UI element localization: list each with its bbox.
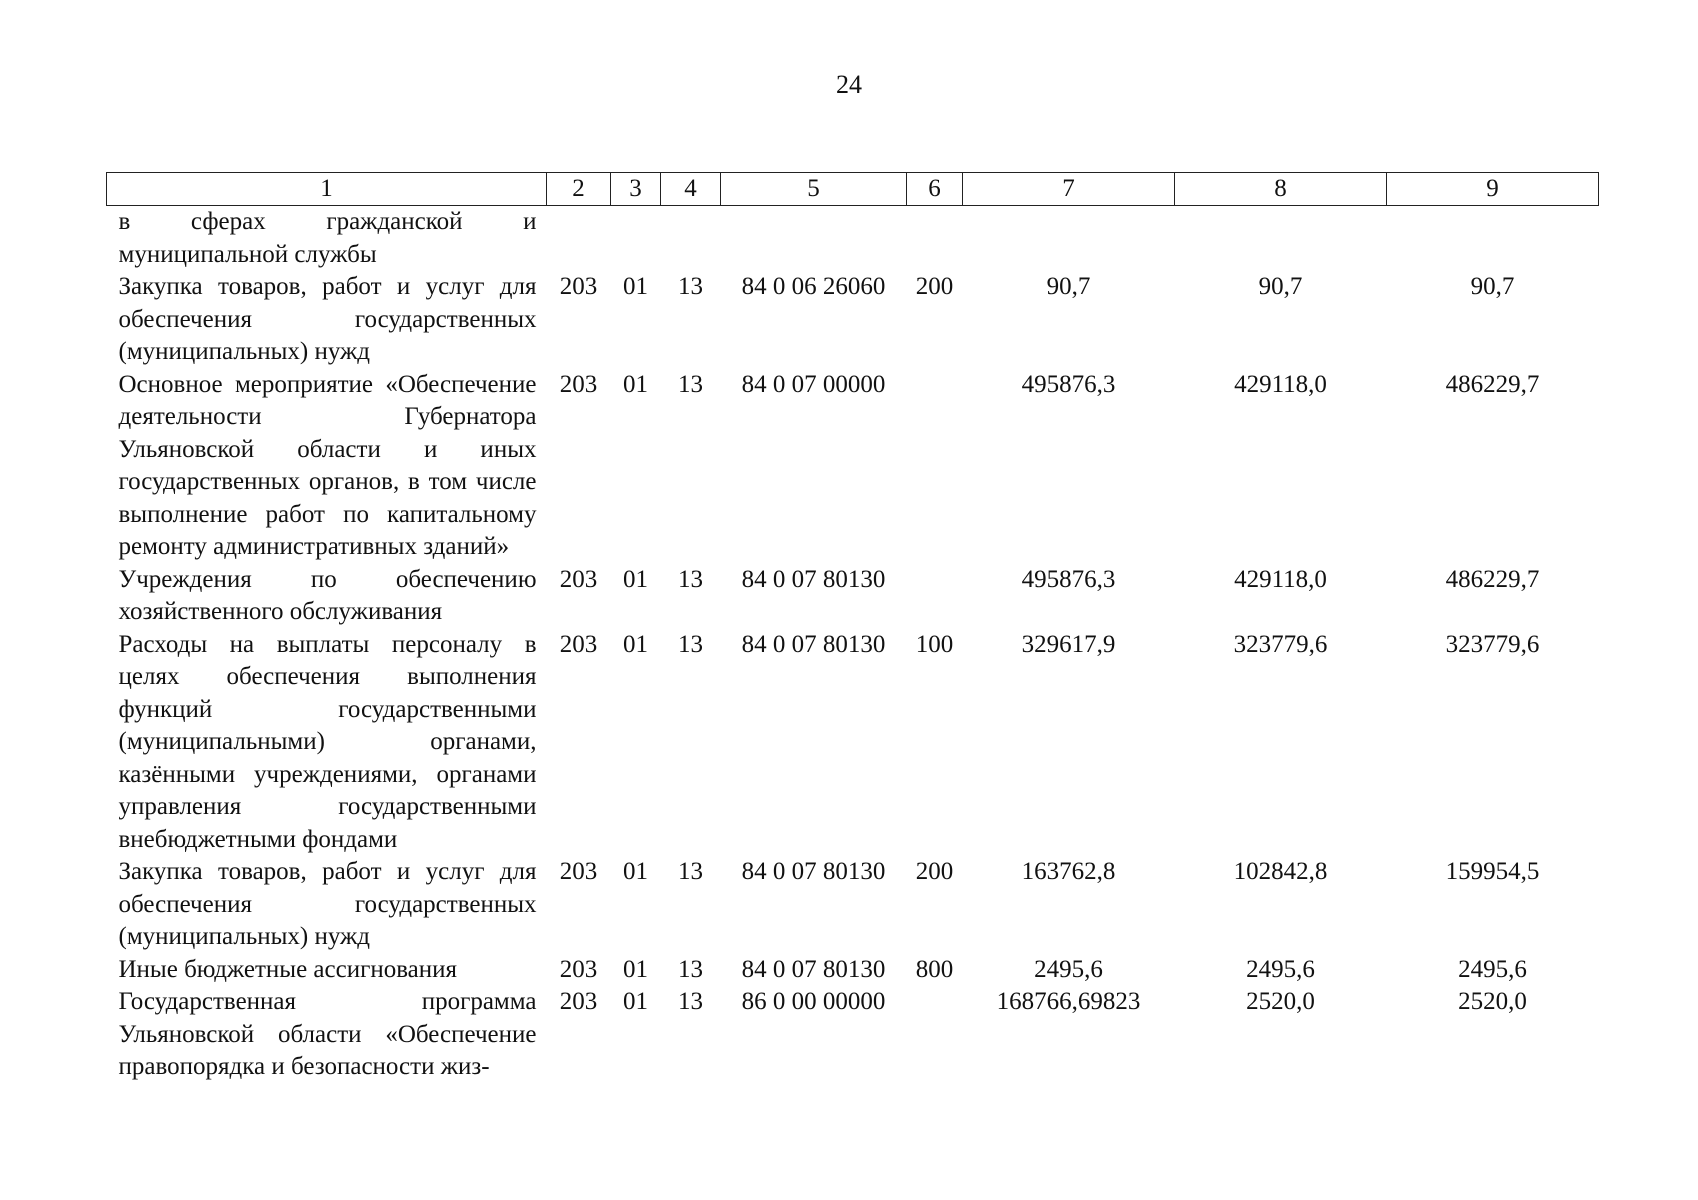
row-col-8: 2495,6 [1246,955,1315,983]
table-body [107,206,1599,1084]
row-col-4: 13 [678,273,703,300]
row-col-4: 13 [678,988,703,1015]
row-col-6 [907,206,963,272]
row-col-4: 13 [678,370,703,398]
row-name: Учреждения по обеспечению хозяйственного обслуживания [118,565,537,625]
table-row [107,954,1599,987]
row-name: Государственная программа Ульяновской области «Обеспечение правопорядка и безопасности жиз- [118,988,537,1080]
row-col-8 [1175,206,1387,272]
row-name: в сферах гражданской и муниципальной службы [118,208,537,268]
row-col-7: 495876,3 [1021,565,1116,593]
row-col-7: 495876,3 [1021,370,1116,398]
row-col-3: 01 [623,370,648,398]
row-col-6: 200 [915,273,954,300]
row-col-8: 429118,0 [1234,565,1327,593]
row-col-2: 203 [559,955,598,983]
row-col-7 [963,206,1175,272]
row-col-5: 84 0 07 80130 [741,630,886,658]
row-col-4 [661,206,721,272]
header-col-7: 7 [963,173,1175,206]
row-col-8: 323779,6 [1233,630,1328,658]
row-name: Основное мероприятие «Обеспечение деятельности Губернатора Ульяновской области и иных государственных органов, в том числе выполнение работ по капитальному ремонту административных зданий» [118,370,537,560]
row-col-4: 13 [678,630,703,658]
row-col-6 [907,986,963,1084]
header-col-8: 8 [1175,173,1387,206]
row-name: Закупка товаров, работ и услуг для обеспечения государственных (муниципальных) нужд [118,858,537,950]
row-col-7: 168766,69823 [996,988,1141,1015]
row-col-7: 90,7 [1046,273,1091,300]
row-col-2: 203 [559,565,598,593]
row-col-6 [907,564,963,629]
table-row [107,206,1599,272]
row-col-4: 13 [678,565,703,593]
row-col-3: 01 [623,955,648,983]
header-col-5: 5 [721,173,907,206]
row-col-9: 2520,0 [1458,988,1527,1015]
row-col-3: 01 [623,988,648,1015]
row-col-8: 429118,0 [1234,370,1327,398]
row-col-9 [1387,206,1599,272]
row-col-9: 486229,7 [1445,565,1540,593]
header-col-2: 2 [547,173,611,206]
table-row [107,271,1599,369]
row-col-6 [907,369,963,564]
row-name: Расходы на выплаты персоналу в целях обеспечения выполнения функций государственными (муниципальными) органами, казёнными учреждениями, органами управления государственными внебюджетными фондами [118,630,537,853]
row-col-5: 86 0 00 00000 [741,988,886,1015]
row-col-6: 100 [915,630,954,658]
row-name: Иные бюджетные ассигнования [118,955,458,983]
row-col-4: 13 [678,955,703,983]
row-col-3: 01 [623,565,648,593]
row-col-3: 01 [623,858,648,885]
row-col-5 [721,206,907,272]
row-col-5: 84 0 07 80130 [741,858,886,885]
row-col-7: 2495,6 [1034,955,1103,983]
table-row [107,856,1599,954]
row-col-8: 102842,8 [1233,858,1328,885]
table-header [107,173,1599,206]
header-row [107,173,1599,206]
page-number: 24 [836,70,862,99]
row-col-9: 159954,5 [1445,858,1540,885]
row-col-4: 13 [678,858,703,885]
row-col-6: 800 [915,955,954,983]
row-col-7: 329617,9 [1021,630,1116,658]
header-col-3: 3 [611,173,661,206]
row-col-2: 203 [559,988,598,1015]
row-col-6: 200 [915,858,954,885]
header-col-1: 1 [107,173,547,206]
row-col-3: 01 [623,630,648,658]
table-row [107,564,1599,629]
header-col-4: 4 [661,173,721,206]
row-col-7: 163762,8 [1021,858,1116,885]
table-row [107,986,1599,1084]
row-col-9: 323779,6 [1445,630,1540,658]
header-col-6: 6 [907,173,963,206]
row-col-5: 84 0 07 00000 [741,370,886,398]
row-col-9: 2495,6 [1458,955,1527,983]
row-col-3: 01 [623,273,648,300]
table-row [107,369,1599,564]
row-name: Закупка товаров, работ и услуг для обеспечения государственных (муниципальных) нужд [118,273,537,365]
row-col-5: 84 0 06 26060 [741,273,886,300]
row-col-8: 2520,0 [1246,988,1315,1015]
row-col-8: 90,7 [1258,273,1303,300]
row-col-5: 84 0 07 80130 [741,955,886,983]
row-col-9: 486229,7 [1445,370,1540,398]
header-col-9: 9 [1387,173,1599,206]
row-col-2: 203 [559,858,598,885]
row-col-9: 90,7 [1470,273,1515,300]
budget-table [106,172,1599,1084]
row-col-2: 203 [559,630,598,658]
row-col-2: 203 [559,273,598,300]
table-row [107,629,1599,857]
row-col-5: 84 0 07 80130 [741,565,886,593]
row-col-2: 203 [559,370,598,398]
row-col-2 [547,206,611,272]
row-col-3 [611,206,661,272]
